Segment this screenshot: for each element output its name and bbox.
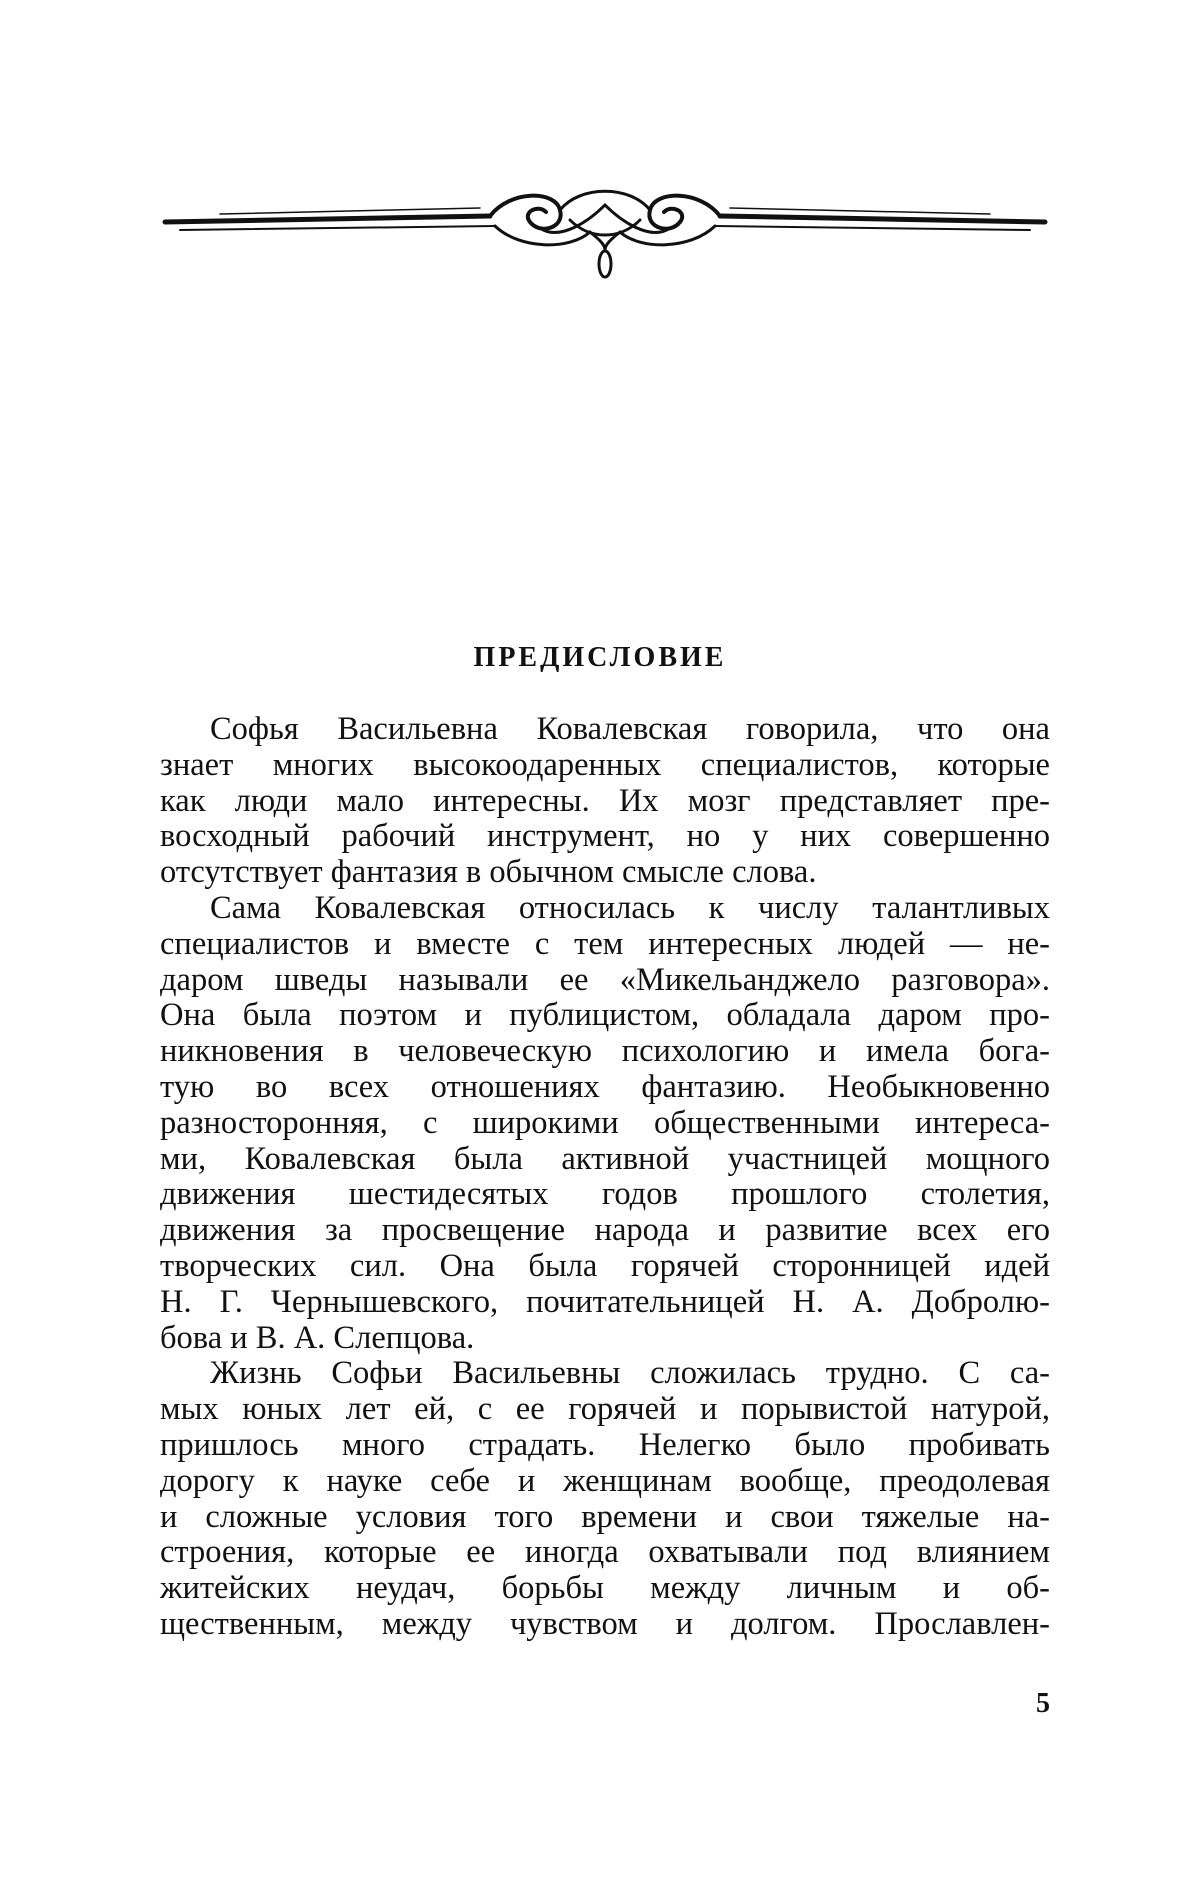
text-line: Н. Г. Чернышевского, почитательницей Н. А. Добролю- <box>160 1285 1050 1321</box>
text-line: специалистов и вместе с тем интересных людей — не- <box>160 927 1050 963</box>
page-number: 5 <box>1036 1688 1050 1720</box>
text-line: никновения в человеческую психологию и имела бога- <box>160 1034 1050 1070</box>
text-line: и сложные условия того времени и свои тяжелые на- <box>160 1500 1050 1536</box>
paragraph-1 <box>160 712 1050 891</box>
text-line: творческих сил. Она была горячей сторонницей идей <box>160 1249 1050 1285</box>
text-line: отсутствует фантазия в обычном смысле слова. <box>160 855 1050 891</box>
text-line: дорогу к науке себе и женщинам вообще, преодолевая <box>160 1464 1050 1500</box>
text-line: разносторонняя, с широкими общественными интереса- <box>160 1106 1050 1142</box>
paragraph-3 <box>160 1356 1050 1642</box>
text-line: тую во всех отношениях фантазию. Необыкновенно <box>160 1070 1050 1106</box>
text-line: житейских неудач, борьбы между личным и об- <box>160 1571 1050 1607</box>
text-line: Сама Ковалевская относилась к числу талантливых <box>160 891 1050 927</box>
body-text <box>160 712 1050 1643</box>
scroll-ornament-icon <box>160 180 1050 290</box>
text-line: восходный рабочий инструмент, но у них совершенно <box>160 819 1050 855</box>
text-line: строения, которые ее иногда охватывали под влиянием <box>160 1535 1050 1571</box>
text-line: как люди мало интересны. Их мозг представляет пре- <box>160 784 1050 820</box>
text-line: пришлось много страдать. Нелегко было пробивать <box>160 1428 1050 1464</box>
paragraph-2 <box>160 891 1050 1356</box>
text-line: движения за просвещение народа и развитие всех его <box>160 1213 1050 1249</box>
text-line: Софья Васильевна Ковалевская говорила, что она <box>160 712 1050 748</box>
text-line: движения шестидесятых годов прошлого столетия, <box>160 1177 1050 1213</box>
page-title: ПРЕДИСЛОВИЕ <box>0 642 1200 674</box>
text-line: бова и В. А. Слепцова. <box>160 1321 1050 1357</box>
text-line: знает многих высокоодаренных специалистов, которые <box>160 748 1050 784</box>
text-line: щественным, между чувством и долгом. Прославлен- <box>160 1607 1050 1643</box>
text-line: даром шведы называли ее «Микельанджело разговора». <box>160 963 1050 999</box>
text-line: мых юных лет ей, с ее горячей и порывистой натурой, <box>160 1392 1050 1428</box>
text-line: Жизнь Софьи Васильевны сложилась трудно. С са- <box>160 1356 1050 1392</box>
text-line: ми, Ковалевская была активной участницей мощного <box>160 1142 1050 1178</box>
text-line: Она была поэтом и публицистом, обладала даром про- <box>160 998 1050 1034</box>
